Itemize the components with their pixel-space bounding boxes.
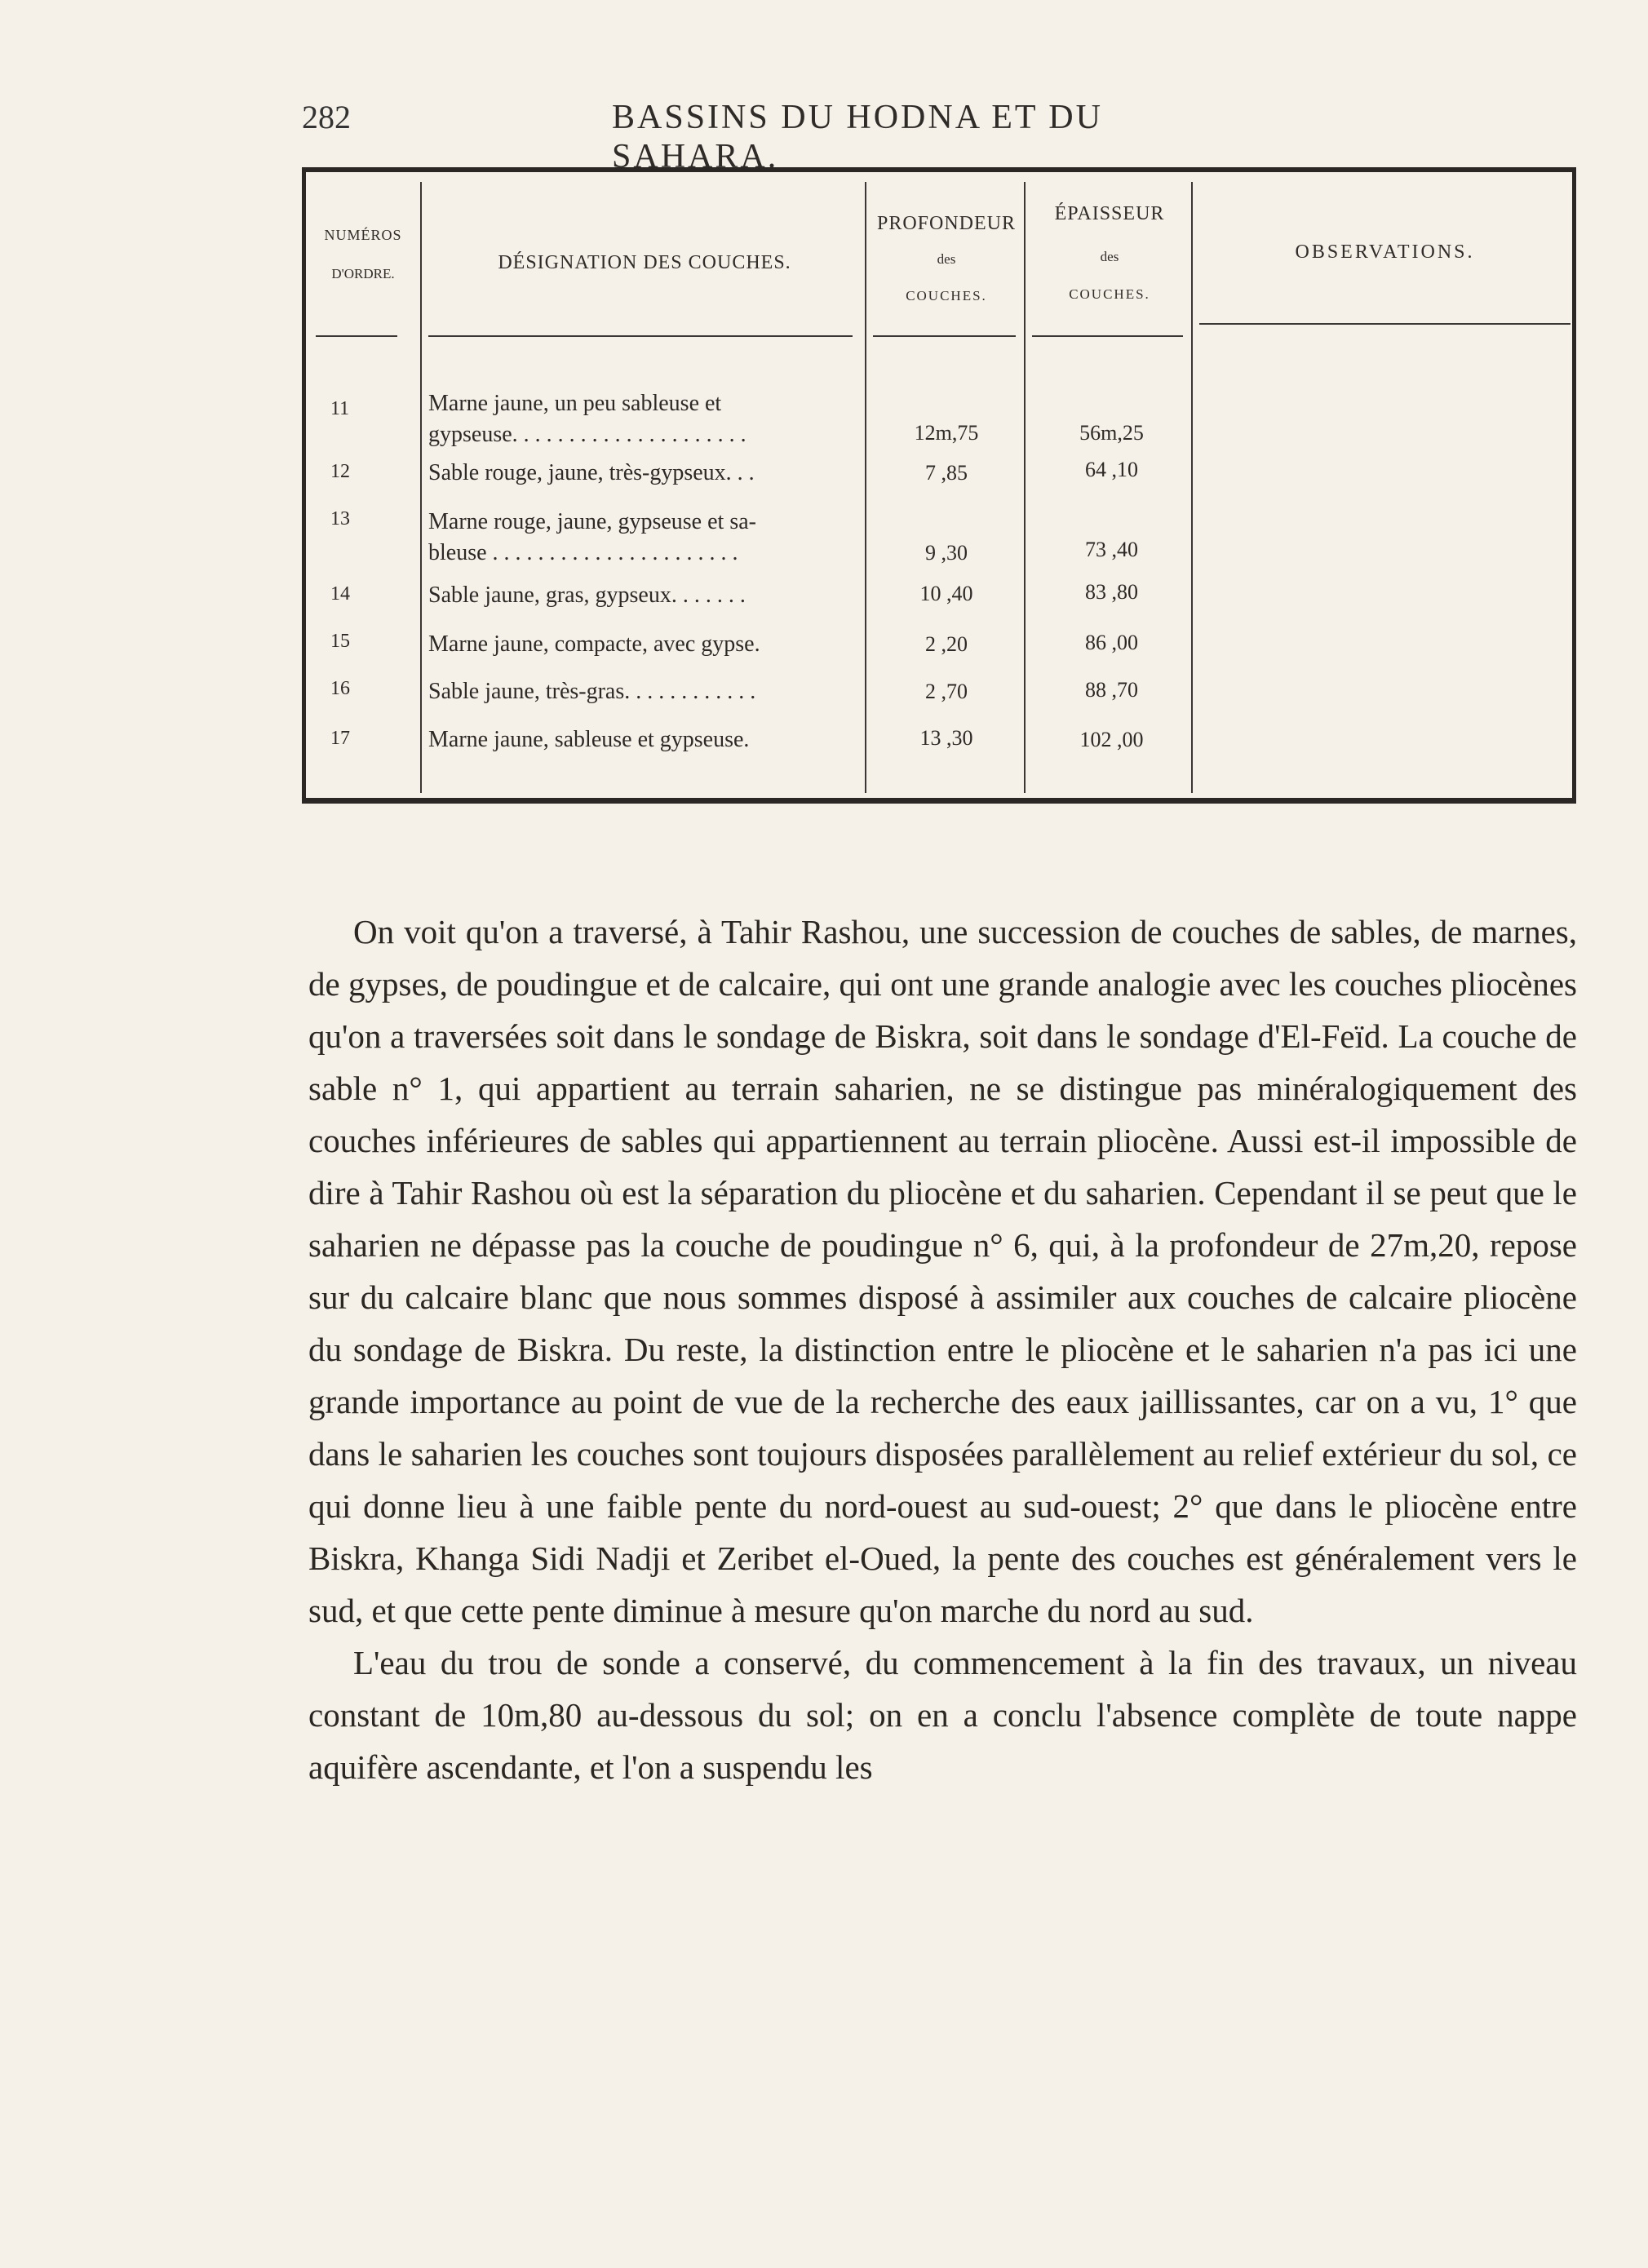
row-designation-line: Marne jaune, compacte, avec gypse. xyxy=(428,631,760,657)
row-profondeur: 9 ,30 xyxy=(925,541,968,565)
strata-table xyxy=(302,167,1576,804)
row-designation xyxy=(428,507,861,569)
row-epaisseur: 64 ,10 xyxy=(1085,458,1138,481)
row-designation xyxy=(428,458,861,489)
row-number: 12 xyxy=(330,461,350,482)
row-epaisseur: 86 ,00 xyxy=(1085,631,1138,654)
paragraph: L'eau du trou de sonde a conservé, du commencement à la fin des travaux, un niveau constant de 10m,80 au-dessous du sol; on en a conclu l'absence complète de toute nappe aquifère ascendante, et l'on a suspendu les xyxy=(308,1644,1577,1786)
row-profondeur: 7 ,85 xyxy=(925,461,968,485)
header-designation: DÉSIGNATION DES COUCHES. xyxy=(498,252,791,273)
running-title: BASSINS DU HODNA ET DU SAHARA. xyxy=(612,99,1103,175)
row-epaisseur: 102 ,00 xyxy=(1079,728,1144,751)
row-designation xyxy=(428,629,861,660)
row-profondeur: 2 ,20 xyxy=(925,632,968,656)
row-profondeur: 12m,75 xyxy=(914,421,979,445)
body-text xyxy=(308,906,1577,1793)
header-rule xyxy=(316,335,397,337)
row-profondeur: 2 ,70 xyxy=(925,680,968,703)
column-rule xyxy=(420,182,422,793)
row-number: 14 xyxy=(330,583,350,605)
row-designation-line: gypseuse. . . . . . . . . . . . . . . . . . . . . xyxy=(428,422,746,447)
column-rule xyxy=(865,182,866,793)
row-designation xyxy=(428,724,861,755)
row-number: 16 xyxy=(330,678,350,699)
row-designation-line: Marne jaune, un peu sableuse et xyxy=(428,391,722,416)
header-epaisseur-line1: ÉPAISSEUR xyxy=(1054,203,1165,224)
header-rule xyxy=(1032,335,1183,337)
row-epaisseur: 56m,25 xyxy=(1079,421,1144,445)
row-number: 17 xyxy=(330,728,350,749)
row-designation-line: Sable jaune, très-gras. . . . . . . . . . . . xyxy=(428,679,756,704)
header-profondeur-line3: COUCHES. xyxy=(906,288,987,303)
row-designation-line: Marne rouge, jaune, gypseuse et sa- xyxy=(428,509,756,534)
row-profondeur: 10 ,40 xyxy=(919,582,973,605)
page-header xyxy=(302,98,1256,175)
header-numeros-line1: NUMÉROS xyxy=(324,227,402,243)
row-designation-line: bleuse . . . . . . . . . . . . . . . . . . . . . . xyxy=(428,540,738,565)
header-observations: OBSERVATIONS. xyxy=(1295,241,1475,263)
header-rule xyxy=(428,335,853,337)
row-profondeur: 13 ,30 xyxy=(919,726,973,750)
row-epaisseur: 73 ,40 xyxy=(1085,538,1138,561)
header-profondeur-line1: PROFONDEUR xyxy=(876,213,1017,234)
row-designation xyxy=(428,676,861,707)
header-rule xyxy=(873,335,1016,337)
row-designation-line: Sable jaune, gras, gypseux. . . . . . . xyxy=(428,583,746,608)
header-epaisseur-line2: des xyxy=(1100,249,1119,264)
row-number: 15 xyxy=(330,631,350,652)
row-epaisseur: 83 ,80 xyxy=(1085,580,1138,604)
row-designation-line: Sable rouge, jaune, très-gypseux. . . xyxy=(428,460,755,485)
header-epaisseur-line3: COUCHES. xyxy=(1069,286,1150,302)
row-designation xyxy=(428,580,861,611)
row-number: 11 xyxy=(330,398,350,419)
header-rule xyxy=(1199,323,1570,325)
header-numeros-line2: D'ORDRE. xyxy=(331,266,395,281)
row-number: 13 xyxy=(330,508,350,529)
row-designation xyxy=(428,388,861,450)
row-designation-line: Marne jaune, sableuse et gypseuse. xyxy=(428,727,750,752)
column-rule xyxy=(1024,182,1026,793)
page-number: 282 xyxy=(302,99,351,135)
paragraph: On voit qu'on a traversé, à Tahir Rashou, une succession de couches de sables, de marnes, de gypses, de poudingue et de calcaire, qui ont une grande analogie avec les couches pliocènes qu'on a traversées soit dans le sondage de Biskra, soit dans le sondage d'El-Feïd. La couche de sable n° 1, qui appartient au terrain saharien, ne se distingue pas minéralogiquement des couches inférieures de sables qui appartiennent au terrain pliocène. Aussi est-il impossible de dire à Tahir Rashou où est la séparation du pliocène et du saharien. Cependant il se peut que le saharien ne dépasse pas la couche de poudingue n° 6, qui, à la profondeur de 27m,20, repose sur du calcaire blanc que nous sommes disposé à assimiler aux couches de calcaire pliocène du sondage de Biskra. Du reste, la distinction entre le pliocène et le saharien n'a pas ici une grande importance au point de vue de la recherche des eaux jaillissantes, car on a vu, 1° que dans le saharien les couches sont toujours disposées parallèlement au relief extérieur du sol, ce qui donne lieu à une faible pente du nord-ouest au sud-ouest; 2° que dans le pliocène entre Biskra, Khanga Sidi Nadji et Zeribet el-Oued, la pente des couches est généralement vers le sud, et que cette pente diminue à mesure qu'on marche du nord au sud. xyxy=(308,913,1577,1629)
row-epaisseur: 88 ,70 xyxy=(1085,678,1138,702)
header-profondeur-line2: des xyxy=(937,251,956,267)
